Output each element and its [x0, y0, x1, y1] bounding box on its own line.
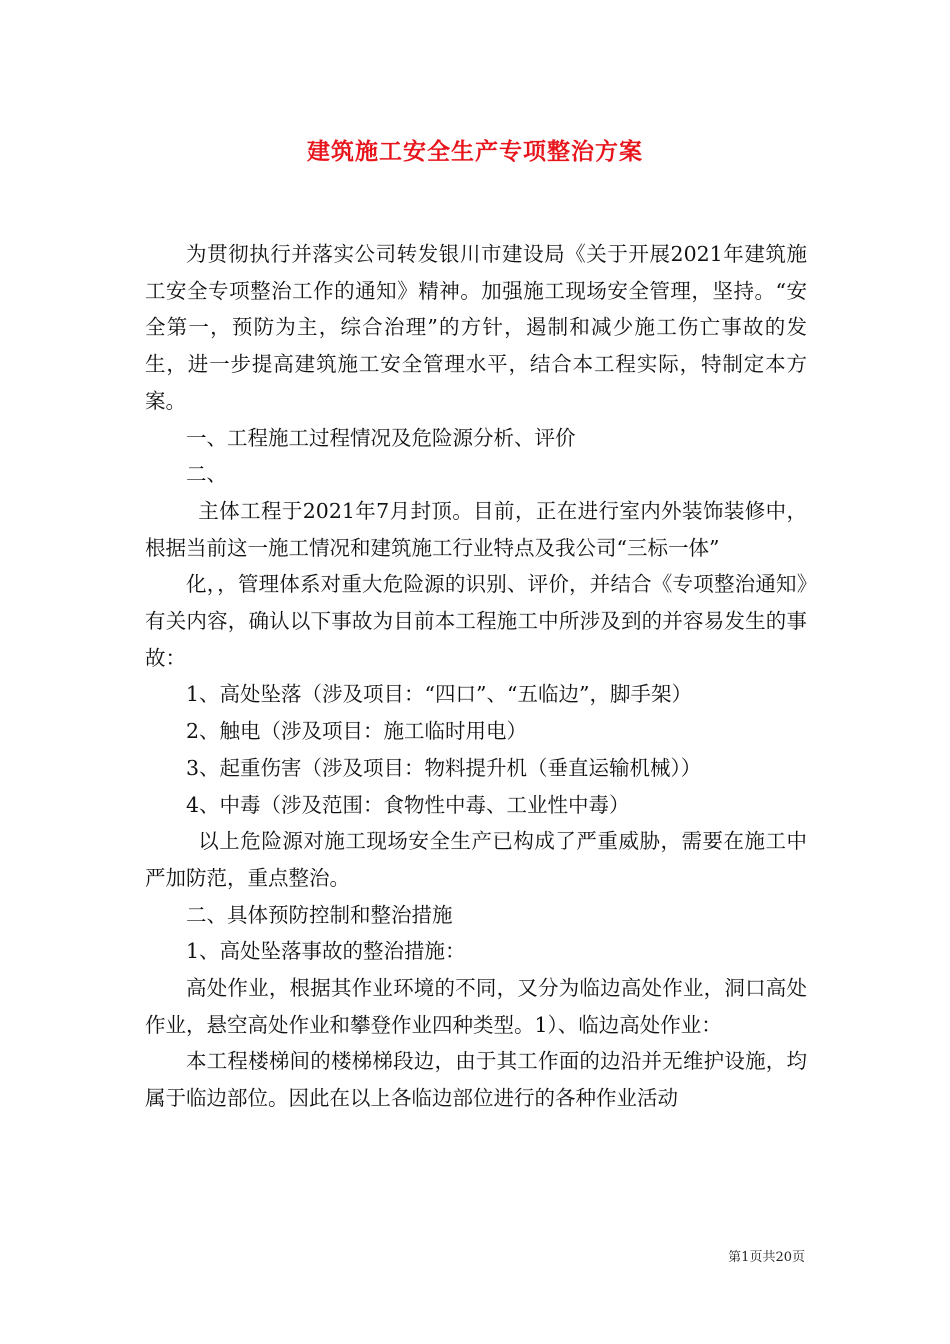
list-item-risk-1: 1、高处坠落（涉及项目：“四口”、“五临边”，脚手架） [186, 682, 692, 707]
page-number: 第1页共20页 [728, 1250, 805, 1265]
document-title: 建筑施工安全生产专项整治方案 [307, 138, 643, 165]
paragraph-high-work-types: 高处作业，根据其作业环境的不同，又分为临边高处作业，洞口高处作业，悬空高处作业和攀登作业四种类型。1）、临边高处作业： [145, 976, 807, 1037]
section-heading-measures: 二、具体预防控制和整治措施 [186, 902, 453, 927]
section-heading-1: 一、工程施工过程情况及危险源分析、评价 [186, 425, 576, 450]
list-item-risk-3: 3、起重伤害（涉及项目：物料提升机（垂直运输机械）） [186, 755, 702, 780]
section-heading-2: 二、 [186, 462, 227, 487]
subsection-heading-falls: 1、高处坠落事故的整治措施： [186, 939, 466, 964]
list-item-risk-4: 4、中毒（涉及范围：食物性中毒、工业性中毒） [186, 792, 630, 817]
paragraph-intro: 为贯彻执行并落实公司转发银川市建设局《关于开展2021年建筑施工安全专项整治工作的通知》精神。加强施工现场安全管理，坚持。“安全第一，预防为主，综合治理”的方针，遏制和减少施工伤亡事故的发生，进一步提高建筑施工安全管理水平，结合本工程实际，特制定本方案。 [145, 242, 807, 413]
paragraph-risk-summary: 以上危险源对施工现场安全生产已构成了严重威胁，需要在施工中严加防范，重点整治。 [145, 829, 807, 890]
list-item-risk-2: 2、触电（涉及项目：施工临时用电） [186, 719, 528, 744]
paragraph-risk-identification: 化，，管理体系对重大危险源的识别、评价，并结合《专项整治通知》有关内容，确认以下事故为目前本工程施工中所涉及到的并容易发生的事故： [145, 572, 807, 670]
paragraph-project-status: 主体工程于2021年7月封顶。目前，正在进行室内外装饰装修中，根据当前这一施工情况和建筑施工行业特点及我公司“三标一体” [145, 498, 807, 560]
paragraph-edge-work: 本工程楼梯间的楼梯梯段边，由于其工作面的边沿并无维护设施，均属于临边部位。因此在以上各临边部位进行的各种作业活动 [145, 1049, 807, 1111]
document-body [145, 236, 807, 1117]
